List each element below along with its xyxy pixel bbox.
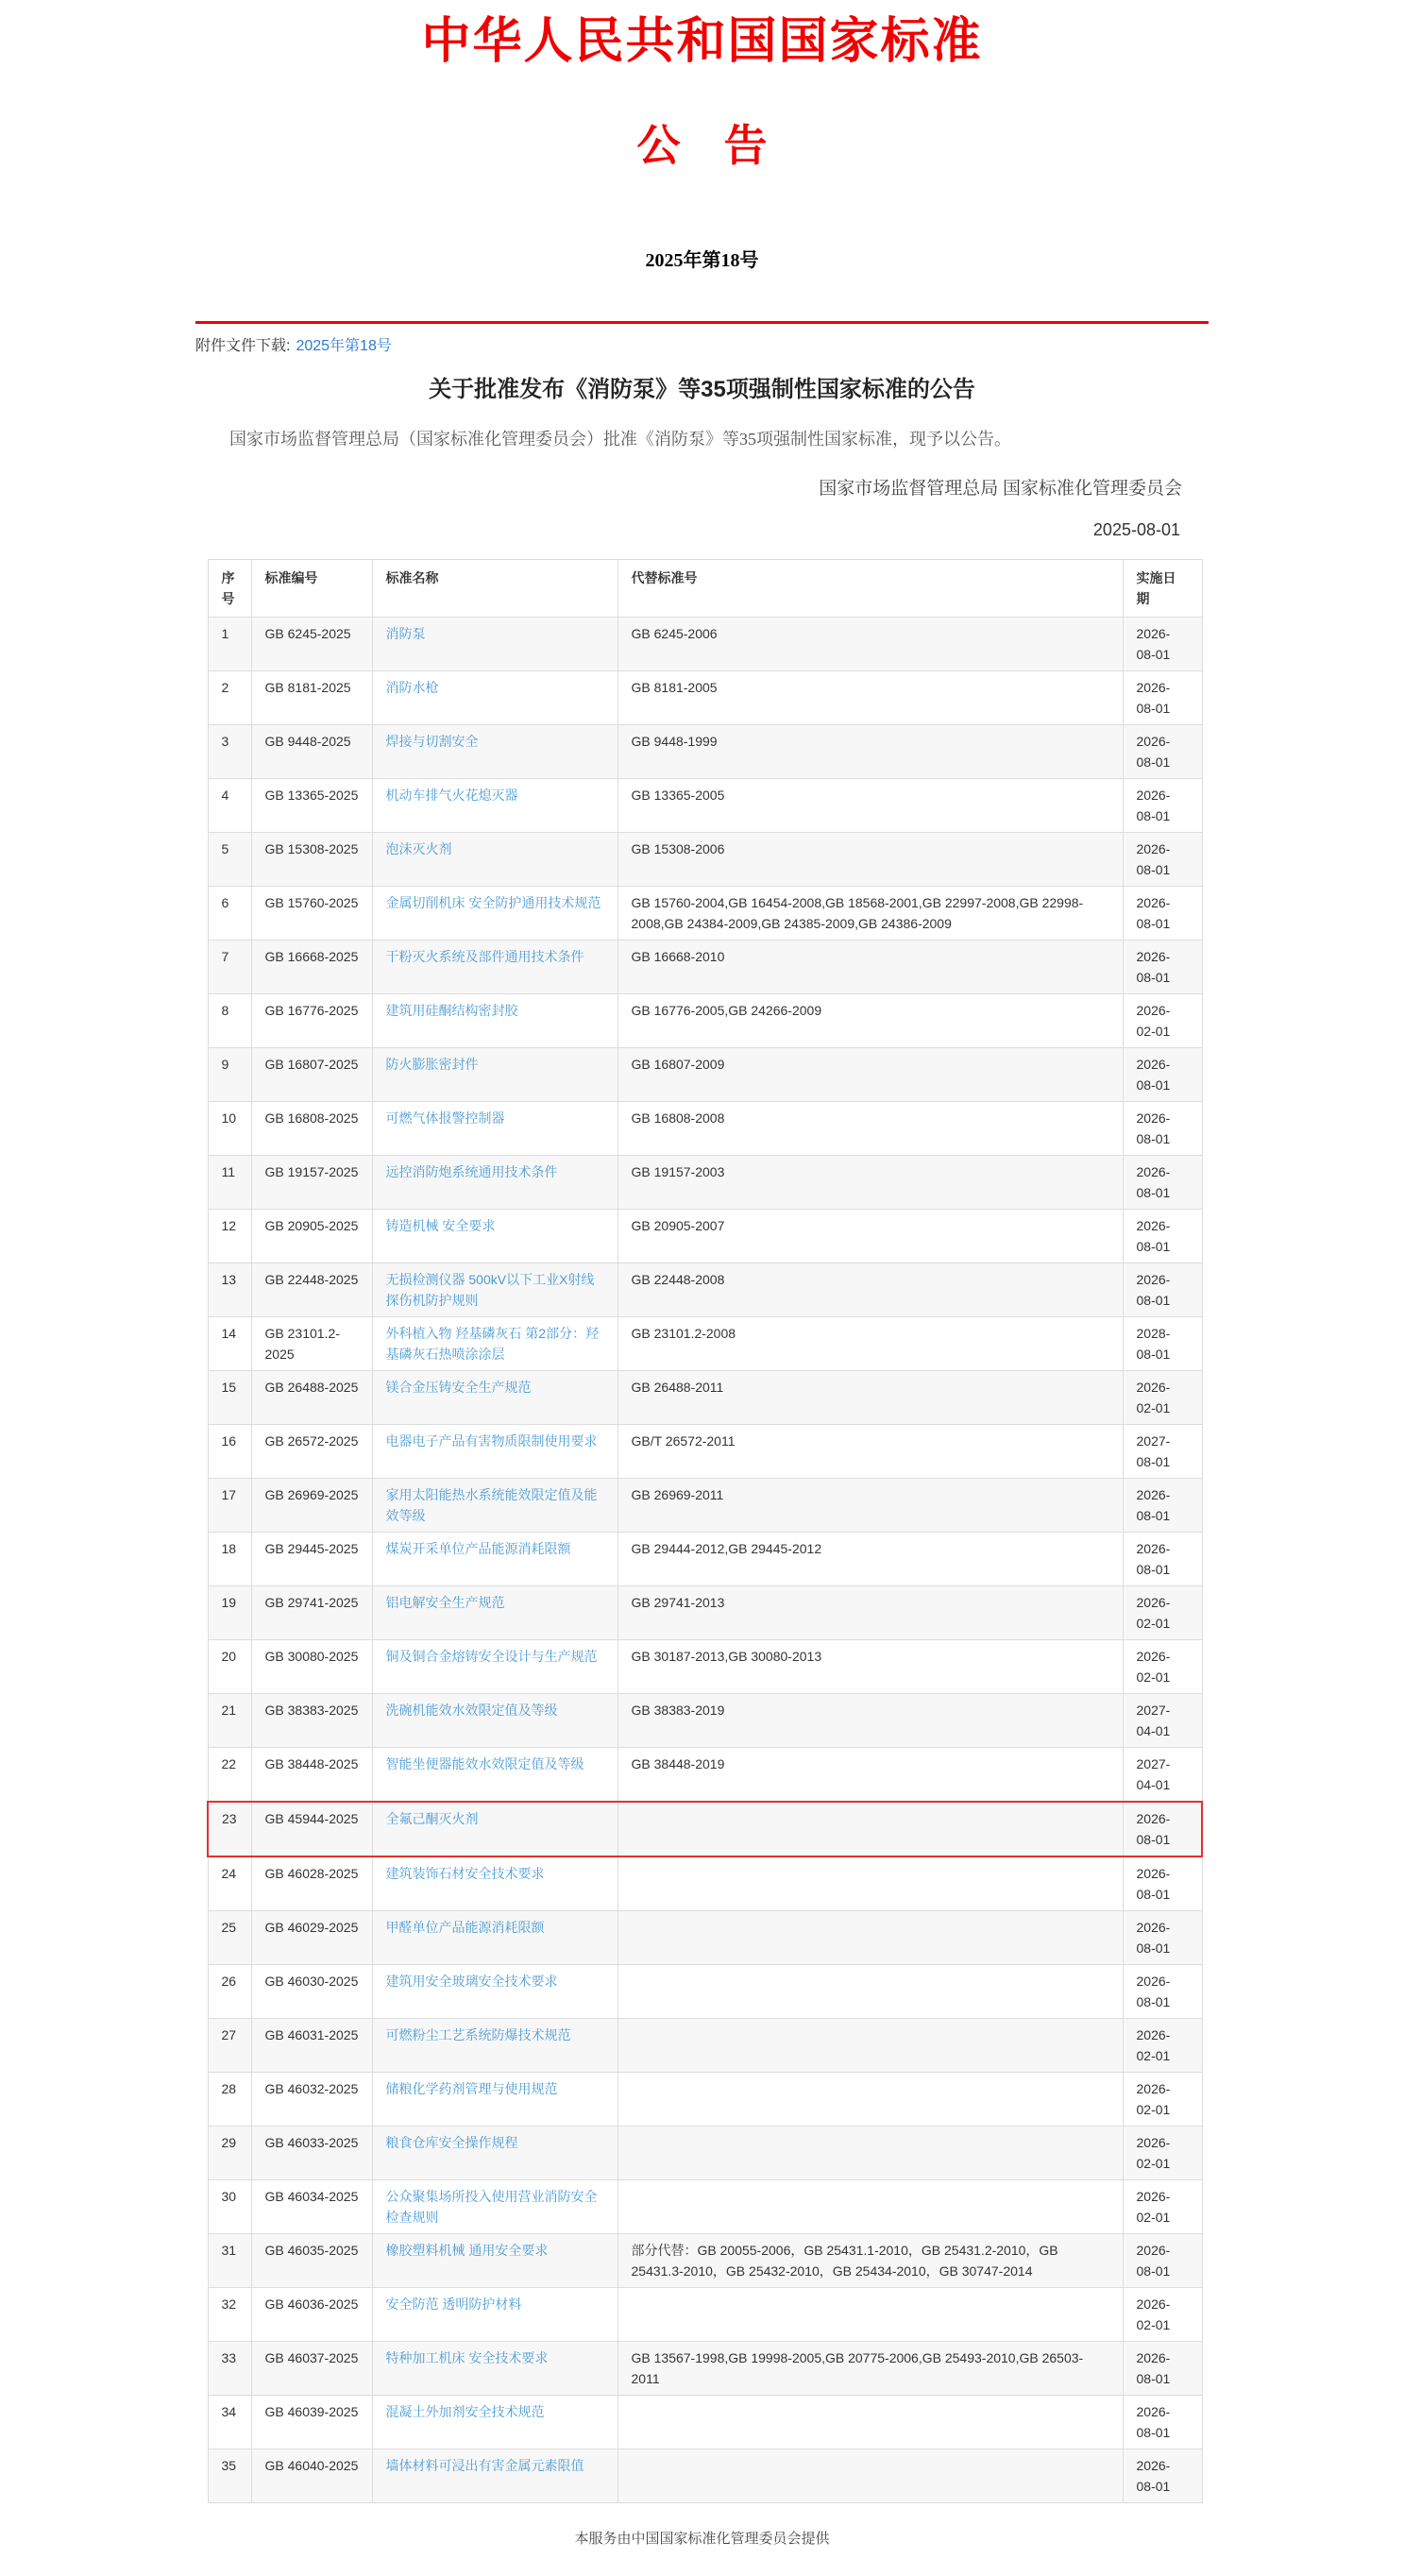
cell-implementation-date: 2026-08-01 <box>1123 618 1202 671</box>
cell-implementation-date: 2026-08-01 <box>1123 725 1202 779</box>
cell-replaced-standards: GB 6245-2006 <box>617 618 1123 671</box>
cell-standard-code: GB 46030-2025 <box>251 1965 372 2019</box>
cell-standard-code: GB 22448-2025 <box>251 1263 372 1317</box>
footer-note: 本服务由中国国家标准化管理委员会提供 <box>574 2531 830 2548</box>
table-row <box>208 1048 1202 1102</box>
cell-replaced-standards: GB 23101.2-2008 <box>617 1317 1123 1371</box>
cell-implementation-date: 2026-02-01 <box>1123 2073 1202 2127</box>
cell-replaced-standards <box>617 2396 1123 2449</box>
standard-name-link[interactable]: 粮食仓库安全操作规程 <box>385 2135 518 2151</box>
cell-implementation-date: 2026-08-01 <box>1123 1263 1202 1317</box>
cell-replaced-standards: GB 8181-2005 <box>617 671 1123 725</box>
cell-replaced-standards <box>617 2449 1123 2503</box>
attachment-download-link[interactable]: 2025年第18号 <box>296 337 392 354</box>
table-row <box>208 1479 1202 1533</box>
standard-name-link[interactable]: 家用太阳能热水系统能效限定值及能效等级 <box>385 1487 598 1524</box>
standard-name-link[interactable]: 智能坐便器能效水效限定值及等级 <box>385 1756 584 1772</box>
standard-name-link[interactable]: 焊接与切割安全 <box>385 734 479 750</box>
cell-standard-name <box>372 1102 617 1156</box>
standard-name-link[interactable]: 铸造机械 安全要求 <box>385 1218 496 1234</box>
cell-standard-name <box>372 941 617 994</box>
cell-standard-name <box>372 725 617 779</box>
publish-date: 2025-08-01 <box>1092 520 1180 540</box>
cell-implementation-date: 2026-08-01 <box>1123 1210 1202 1263</box>
cell-row-index: 26 <box>208 1965 251 2019</box>
table-row <box>208 1425 1202 1479</box>
cell-standard-code: GB 16808-2025 <box>251 1102 372 1156</box>
notice-body: 国家市场监督管理总局（国家标准化管理委员会）批准《消防泵》等35项强制性国家标准，现予以公告。 <box>229 429 1011 449</box>
table-row <box>208 1748 1202 1803</box>
cell-standard-name <box>372 618 617 671</box>
standard-name-link[interactable]: 洗碗机能效水效限定值及等级 <box>385 1703 558 1719</box>
cell-standard-code: GB 46028-2025 <box>251 1856 372 1911</box>
cell-standard-name <box>372 833 617 887</box>
cell-row-index: 2 <box>208 671 251 725</box>
standard-name-link[interactable]: 建筑装饰石材安全技术要求 <box>385 1866 545 1882</box>
cell-standard-code: GB 46039-2025 <box>251 2396 372 2449</box>
standard-name-link[interactable]: 金属切削机床 安全防护通用技术规范 <box>385 895 601 911</box>
cell-standard-name <box>372 1371 617 1425</box>
table-row <box>208 725 1202 779</box>
table-row <box>208 833 1202 887</box>
cell-implementation-date: 2026-08-01 <box>1123 833 1202 887</box>
table-row <box>208 1694 1202 1748</box>
cell-implementation-date: 2026-08-01 <box>1123 1533 1202 1586</box>
cell-replaced-standards: GB 13567-1998,GB 19998-2005,GB 20775-2006,GB 25493-2010,GB 26503-2011 <box>617 2342 1123 2396</box>
cell-row-index: 17 <box>208 1479 251 1533</box>
table-row <box>208 2342 1202 2396</box>
cell-standard-name <box>372 1425 617 1479</box>
cell-standard-name <box>372 1856 617 1911</box>
cell-row-index: 34 <box>208 2396 251 2449</box>
cell-implementation-date: 2026-02-01 <box>1123 1586 1202 1640</box>
cell-standard-name <box>372 1263 617 1317</box>
cell-standard-name <box>372 1533 617 1586</box>
cell-replaced-standards <box>617 2073 1123 2127</box>
cell-standard-code: GB 13365-2025 <box>251 779 372 833</box>
cell-implementation-date: 2026-02-01 <box>1123 2180 1202 2234</box>
cell-standard-code: GB 26969-2025 <box>251 1479 372 1533</box>
cell-standard-code: GB 46036-2025 <box>251 2288 372 2342</box>
cell-standard-code: GB 46031-2025 <box>251 2019 372 2073</box>
cell-standard-code: GB 16807-2025 <box>251 1048 372 1102</box>
cell-row-index: 15 <box>208 1371 251 1425</box>
table-row <box>208 2180 1202 2234</box>
cell-row-index: 7 <box>208 941 251 994</box>
cell-standard-code: GB 38383-2025 <box>251 1694 372 1748</box>
cell-replaced-standards: GB 19157-2003 <box>617 1156 1123 1210</box>
cell-standard-code: GB 46037-2025 <box>251 2342 372 2396</box>
table-row <box>208 1640 1202 1694</box>
cell-implementation-date: 2027-04-01 <box>1123 1694 1202 1748</box>
table-row <box>208 1156 1202 1210</box>
cell-implementation-date: 2026-08-01 <box>1123 1802 1202 1856</box>
cell-implementation-date: 2026-08-01 <box>1123 2449 1202 2503</box>
table-row <box>208 1102 1202 1156</box>
cell-standard-name <box>372 2342 617 2396</box>
standard-name-link[interactable]: 干粉灭火系统及部件通用技术条件 <box>385 949 584 965</box>
cell-implementation-date: 2026-08-01 <box>1123 2396 1202 2449</box>
cell-row-index: 18 <box>208 1533 251 1586</box>
cell-row-index: 25 <box>208 1911 251 1965</box>
issue-number: 2025年第18号 <box>645 249 759 271</box>
cell-standard-code: GB 9448-2025 <box>251 725 372 779</box>
cell-replaced-standards <box>617 1965 1123 2019</box>
cell-replaced-standards <box>617 1856 1123 1911</box>
red-divider <box>195 321 1209 324</box>
table-row <box>208 1263 1202 1317</box>
cell-row-index: 13 <box>208 1263 251 1317</box>
standard-name-link[interactable]: 甲醛单位产品能源消耗限额 <box>385 1920 545 1936</box>
table-row <box>208 2449 1202 2503</box>
cell-standard-code: GB 46032-2025 <box>251 2073 372 2127</box>
cell-replaced-standards: GB 22448-2008 <box>617 1263 1123 1317</box>
cell-standard-name <box>372 1156 617 1210</box>
cell-standard-code: GB 15760-2025 <box>251 887 372 941</box>
column-header-name: 标准名称 <box>372 560 617 618</box>
cell-standard-code: GB 45944-2025 <box>251 1802 372 1856</box>
cell-standard-code: GB 46040-2025 <box>251 2449 372 2503</box>
cell-row-index: 12 <box>208 1210 251 1263</box>
cell-implementation-date: 2026-08-01 <box>1123 2342 1202 2396</box>
cell-row-index: 24 <box>208 1856 251 1911</box>
cell-standard-code: GB 46034-2025 <box>251 2180 372 2234</box>
cell-implementation-date: 2026-02-01 <box>1123 994 1202 1048</box>
cell-standard-name <box>372 1586 617 1640</box>
cell-standard-name <box>372 2234 617 2288</box>
cell-row-index: 23 <box>208 1802 251 1856</box>
table-row <box>208 671 1202 725</box>
cell-replaced-standards: GB 16808-2008 <box>617 1102 1123 1156</box>
cell-standard-code: GB 15308-2025 <box>251 833 372 887</box>
cell-standard-name <box>372 1802 617 1856</box>
table-row <box>208 941 1202 994</box>
standard-name-link[interactable]: 铜及铜合金熔铸安全设计与生产规范 <box>385 1649 598 1665</box>
cell-row-index: 27 <box>208 2019 251 2073</box>
notice-title: 关于批准发布《消防泵》等35项强制性国家标准的公告 <box>429 376 975 402</box>
cell-standard-code: GB 23101.2-2025 <box>251 1317 372 1371</box>
cell-row-index: 3 <box>208 725 251 779</box>
column-header-replaced: 代替标准号 <box>617 560 1123 618</box>
standard-name-link[interactable]: 电器电子产品有害物质限制使用要求 <box>385 1433 598 1449</box>
cell-standard-code: GB 29445-2025 <box>251 1533 372 1586</box>
cell-replaced-standards <box>617 2127 1123 2180</box>
cell-implementation-date: 2026-08-01 <box>1123 1048 1202 1102</box>
cell-replaced-standards: GB 29444-2012,GB 29445-2012 <box>617 1533 1123 1586</box>
cell-implementation-date: 2027-08-01 <box>1123 1425 1202 1479</box>
cell-replaced-standards: GB 26488-2011 <box>617 1371 1123 1425</box>
cell-standard-name <box>372 1210 617 1263</box>
standard-name-link[interactable]: 煤炭开采单位产品能源消耗限额 <box>385 1541 571 1557</box>
cell-row-index: 16 <box>208 1425 251 1479</box>
table-row <box>208 2288 1202 2342</box>
cell-row-index: 19 <box>208 1586 251 1640</box>
cell-replaced-standards: GB 38448-2019 <box>617 1748 1123 1803</box>
cell-standard-name <box>372 2127 617 2180</box>
table-row <box>208 1965 1202 2019</box>
cell-replaced-standards: 部分代替：GB 20055-2006，GB 25431.1-2010，GB 25431.2-2010，GB 25431.3-2010，GB 25432-2010，GB 25434-2010，GB 30747-2014 <box>617 2234 1123 2288</box>
standard-name-link[interactable]: 特种加工机床 安全技术要求 <box>385 2350 549 2366</box>
table-row <box>208 779 1202 833</box>
table-row <box>208 2127 1202 2180</box>
cell-replaced-standards: GB 15760-2004,GB 16454-2008,GB 18568-2001,GB 22997-2008,GB 22998-2008,GB 24384-2009,GB 24385-2009,GB 24386-2009 <box>617 887 1123 941</box>
cell-implementation-date: 2026-08-01 <box>1123 779 1202 833</box>
table-row-highlighted <box>208 1802 1202 1856</box>
table-row <box>208 2396 1202 2449</box>
cell-standard-name <box>372 1048 617 1102</box>
table-row <box>208 1586 1202 1640</box>
cell-implementation-date: 2026-02-01 <box>1123 2127 1202 2180</box>
cell-implementation-date: 2026-02-01 <box>1123 1640 1202 1694</box>
table-row <box>208 618 1202 671</box>
cell-standard-name <box>372 1694 617 1748</box>
cell-implementation-date: 2026-08-01 <box>1123 1965 1202 2019</box>
standard-name-link[interactable]: 外科植入物 羟基磷灰石 第2部分：羟基磷灰石热喷涂涂层 <box>385 1326 600 1363</box>
cell-replaced-standards: GB 15308-2006 <box>617 833 1123 887</box>
cell-replaced-standards: GB 13365-2005 <box>617 779 1123 833</box>
cell-row-index: 8 <box>208 994 251 1048</box>
standard-name-link[interactable]: 泡沫灭火剂 <box>385 841 452 857</box>
cell-row-index: 20 <box>208 1640 251 1694</box>
standard-name-link[interactable]: 混凝土外加剂安全技术规范 <box>385 2404 545 2420</box>
cell-replaced-standards: GB 29741-2013 <box>617 1586 1123 1640</box>
table-row <box>208 1210 1202 1263</box>
cell-standard-name <box>372 994 617 1048</box>
cell-row-index: 10 <box>208 1102 251 1156</box>
cell-standard-code: GB 26572-2025 <box>251 1425 372 1479</box>
cell-row-index: 33 <box>208 2342 251 2396</box>
table-header-row <box>208 560 1202 618</box>
table-row <box>208 887 1202 941</box>
table-row <box>208 2073 1202 2127</box>
cell-standard-code: GB 16776-2025 <box>251 994 372 1048</box>
cell-standard-name <box>372 1479 617 1533</box>
standard-name-link[interactable]: 消防水枪 <box>385 680 439 696</box>
cell-replaced-standards: GB 16807-2009 <box>617 1048 1123 1102</box>
standard-name-link[interactable]: 防火膨胀密封件 <box>385 1057 479 1073</box>
cell-standard-name <box>372 1965 617 2019</box>
cell-standard-code: GB 30080-2025 <box>251 1640 372 1694</box>
cell-row-index: 11 <box>208 1156 251 1210</box>
cell-replaced-standards: GB/T 26572-2011 <box>617 1425 1123 1479</box>
cell-implementation-date: 2026-08-01 <box>1123 2234 1202 2288</box>
standard-name-link[interactable]: 橡胶塑料机械 通用安全要求 <box>385 2243 549 2259</box>
cell-row-index: 22 <box>208 1748 251 1803</box>
cell-standard-code: GB 46035-2025 <box>251 2234 372 2288</box>
cell-standard-name <box>372 779 617 833</box>
table-row <box>208 1856 1202 1911</box>
cell-row-index: 29 <box>208 2127 251 2180</box>
cell-standard-name <box>372 2073 617 2127</box>
announcement-subtitle: 公 告 <box>636 121 768 170</box>
standards-table <box>207 559 1203 2503</box>
cell-standard-name <box>372 2449 617 2503</box>
cell-row-index: 30 <box>208 2180 251 2234</box>
cell-standard-name <box>372 1911 617 1965</box>
cell-replaced-standards: GB 16668-2010 <box>617 941 1123 994</box>
cell-row-index: 35 <box>208 2449 251 2503</box>
cell-row-index: 6 <box>208 887 251 941</box>
standard-name-link[interactable]: 全氟己酮灭火剂 <box>385 1811 479 1827</box>
cell-implementation-date: 2026-08-01 <box>1123 671 1202 725</box>
column-header-index: 序号 <box>208 560 251 618</box>
cell-standard-name <box>372 1317 617 1371</box>
standard-name-link[interactable]: 镁合金压铸安全生产规范 <box>385 1380 532 1396</box>
standard-name-link[interactable]: 建筑用硅酮结构密封胶 <box>385 1003 518 1019</box>
cell-row-index: 4 <box>208 779 251 833</box>
cell-implementation-date: 2028-08-01 <box>1123 1317 1202 1371</box>
column-header-code: 标准编号 <box>251 560 372 618</box>
cell-standard-code: GB 46029-2025 <box>251 1911 372 1965</box>
cell-row-index: 5 <box>208 833 251 887</box>
cell-replaced-standards: GB 26969-2011 <box>617 1479 1123 1533</box>
cell-row-index: 31 <box>208 2234 251 2288</box>
cell-implementation-date: 2026-02-01 <box>1123 2288 1202 2342</box>
standard-name-link[interactable]: 公众聚集场所投入使用营业消防安全检查规则 <box>385 2189 598 2226</box>
cell-standard-name <box>372 2396 617 2449</box>
cell-standard-name <box>372 2288 617 2342</box>
table-row <box>208 994 1202 1048</box>
cell-implementation-date: 2026-08-01 <box>1123 1102 1202 1156</box>
announcement-page <box>195 0 1209 2576</box>
standard-name-link[interactable]: 建筑用安全玻璃安全技术要求 <box>385 1974 558 1990</box>
cell-standard-name <box>372 2180 617 2234</box>
cell-replaced-standards: GB 20905-2007 <box>617 1210 1123 1263</box>
cell-row-index: 1 <box>208 618 251 671</box>
table-row <box>208 2234 1202 2288</box>
table-row <box>208 1317 1202 1371</box>
page-title: 中华人民共和国国家标准 <box>421 15 983 69</box>
cell-standard-name <box>372 887 617 941</box>
cell-standard-code: GB 6245-2025 <box>251 618 372 671</box>
table-row <box>208 1371 1202 1425</box>
cell-standard-name <box>372 671 617 725</box>
standard-name-link[interactable]: 可燃气体报警控制器 <box>385 1110 505 1127</box>
standard-name-link[interactable]: 远控消防炮系统通用技术条件 <box>385 1164 558 1180</box>
cell-implementation-date: 2026-08-01 <box>1123 887 1202 941</box>
standard-name-link[interactable]: 消防泵 <box>385 626 426 642</box>
cell-replaced-standards: GB 9448-1999 <box>617 725 1123 779</box>
cell-implementation-date: 2026-08-01 <box>1123 1911 1202 1965</box>
cell-replaced-standards: GB 16776-2005,GB 24266-2009 <box>617 994 1123 1048</box>
table-row <box>208 1911 1202 1965</box>
cell-row-index: 21 <box>208 1694 251 1748</box>
cell-replaced-standards <box>617 2288 1123 2342</box>
cell-implementation-date: 2026-08-01 <box>1123 1156 1202 1210</box>
cell-implementation-date: 2026-08-01 <box>1123 1856 1202 1911</box>
cell-replaced-standards: GB 38383-2019 <box>617 1694 1123 1748</box>
cell-standard-code: GB 19157-2025 <box>251 1156 372 1210</box>
table-row <box>208 2019 1202 2073</box>
standard-name-link[interactable]: 墙体材料可浸出有害金属元素限值 <box>385 2458 584 2474</box>
cell-replaced-standards <box>617 1911 1123 1965</box>
cell-standard-code: GB 26488-2025 <box>251 1371 372 1425</box>
cell-implementation-date: 2026-08-01 <box>1123 941 1202 994</box>
cell-row-index: 9 <box>208 1048 251 1102</box>
attachment-label: 附件文件下载: <box>195 337 291 354</box>
cell-standard-code: GB 46033-2025 <box>251 2127 372 2180</box>
attachment-row <box>195 333 1209 355</box>
cell-standard-name <box>372 2019 617 2073</box>
table-row <box>208 1533 1202 1586</box>
cell-replaced-standards <box>617 2180 1123 2234</box>
cell-replaced-standards <box>617 1802 1123 1856</box>
standard-name-link[interactable]: 安全防范 透明防护材料 <box>385 2296 522 2313</box>
cell-implementation-date: 2027-04-01 <box>1123 1748 1202 1803</box>
cell-row-index: 14 <box>208 1317 251 1371</box>
cell-standard-name <box>372 1640 617 1694</box>
issuing-authority: 国家市场监督管理总局 国家标准化管理委员会 <box>819 479 1182 500</box>
cell-replaced-standards <box>617 2019 1123 2073</box>
standard-name-link[interactable]: 无损检测仪器 500kV以下工业X射线探伤机防护规则 <box>385 1272 595 1309</box>
cell-standard-code: GB 29741-2025 <box>251 1586 372 1640</box>
cell-row-index: 32 <box>208 2288 251 2342</box>
standard-name-link[interactable]: 机动车排气火花熄灭器 <box>385 788 518 804</box>
column-header-date: 实施日期 <box>1123 560 1202 618</box>
standard-name-link[interactable]: 储粮化学药剂管理与使用规范 <box>385 2081 558 2097</box>
cell-implementation-date: 2026-02-01 <box>1123 1371 1202 1425</box>
cell-standard-code: GB 16668-2025 <box>251 941 372 994</box>
standard-name-link[interactable]: 铝电解安全生产规范 <box>385 1595 505 1611</box>
cell-implementation-date: 2026-08-01 <box>1123 1479 1202 1533</box>
cell-replaced-standards: GB 30187-2013,GB 30080-2013 <box>617 1640 1123 1694</box>
cell-standard-name <box>372 1748 617 1803</box>
cell-standard-code: GB 8181-2025 <box>251 671 372 725</box>
cell-standard-code: GB 20905-2025 <box>251 1210 372 1263</box>
standard-name-link[interactable]: 可燃粉尘工艺系统防爆技术规范 <box>385 2027 571 2043</box>
cell-implementation-date: 2026-02-01 <box>1123 2019 1202 2073</box>
cell-row-index: 28 <box>208 2073 251 2127</box>
cell-standard-code: GB 38448-2025 <box>251 1748 372 1803</box>
